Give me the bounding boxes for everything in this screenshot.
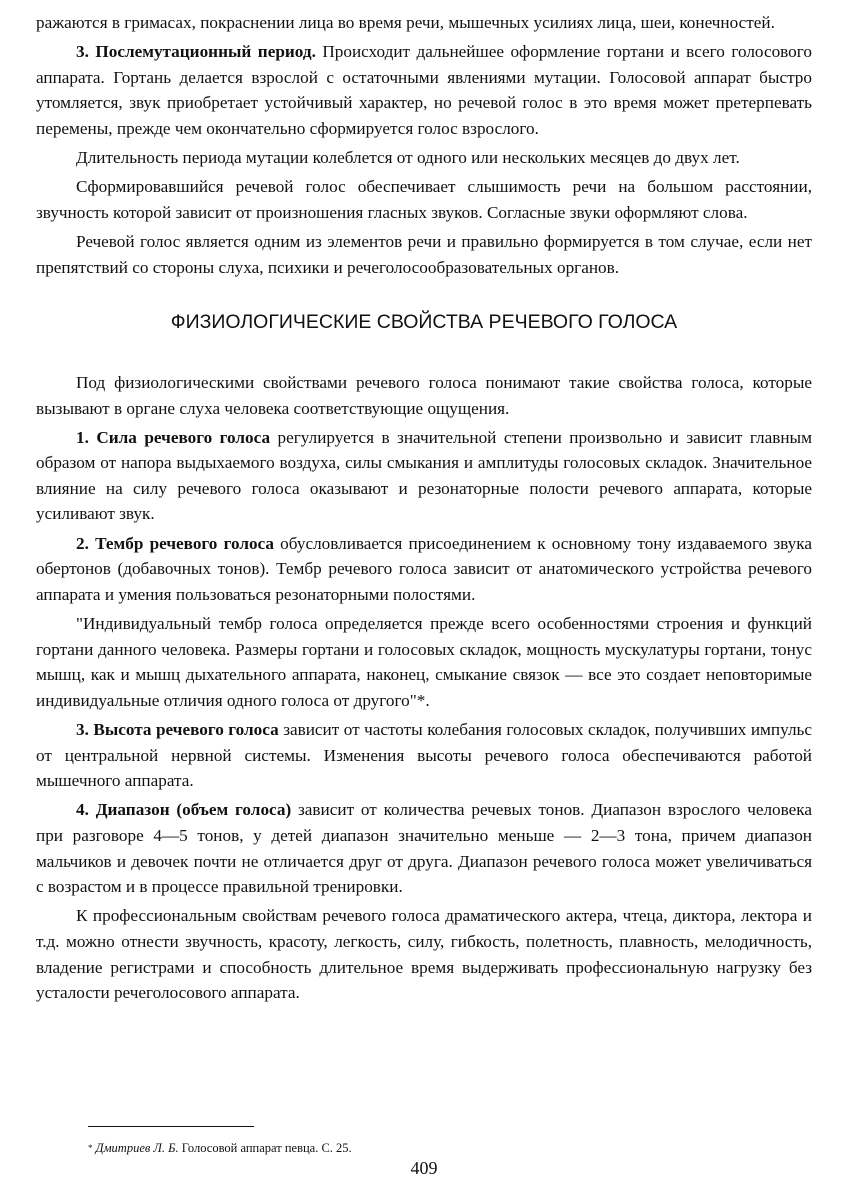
- paragraph-voice-pitch: [36, 717, 812, 794]
- body-text: [36, 10, 812, 1009]
- paragraph-text: ражаются в гримасах, покраснении лица во время речи, мышечных усилиях лица, шеи, конечностей.: [36, 13, 775, 32]
- page-number: 409: [410, 1158, 438, 1178]
- paragraph-continuation: [36, 10, 812, 36]
- paragraph-text: обусловливается присоединением к основному тону издаваемого звука обертонов (добавочных тонов). Тембр речевого голоса зависит от анатомического устройства речевого аппарата и умения пользоваться резонаторными полостями.: [36, 533, 812, 604]
- paragraph-text: регулируется в значительной степени произвольно и зависит главным образом от напора выдыхаемого воздуха, силы смыкания и амплитуды голосовых складок. Значительное влияние на силу речевого голоса оказывают и резонаторные полости речевого аппарата, которые усиливают звук.: [36, 427, 812, 524]
- paragraph-text: Длительность периода мутации колеблется от одного или нескольких месяцев до двух лет.: [76, 148, 740, 168]
- paragraph-text: "Индивидуальный тембр голоса определяется прежде всего особенностями строения и функций гортани данного человека. Размеры гортани и голосовых складок, мощность мускулатуры гортани, тонус мышц, как и мышц дыхательного аппарата, наконец, смыкание связок — все это создает неповторимые индивидуальные отличия одного голоса от другого"*.: [36, 614, 812, 710]
- paragraph-quote: [36, 611, 812, 713]
- section-heading: ФИЗИОЛОГИЧЕСКИЕ СВОЙСТВА РЕЧЕВОГО ГОЛОСА: [170, 311, 678, 334]
- paragraph-text: зависит от частоты колебания голосовых складок, получивших импульс от центральной нервной системы. Изменения высоты речевого голоса обеспечиваются работой мышечного аппарата.: [36, 720, 812, 791]
- paragraph-lead: 4. Диапазон (объем голоса): [76, 800, 292, 820]
- paragraph-voice-strength: [36, 425, 812, 527]
- paragraph-text: Под физиологическими свойствами речевого голоса понимают такие свойства голоса, которые вызывают в органе слуха человека соответствующие ощущения.: [36, 372, 812, 418]
- paragraph-mutation-duration: [36, 145, 812, 171]
- paragraph-text: К профессиональным свойствам речевого голоса драматического актера, чтеца, диктора, лектора и т.д. можно отнести звучность, красоту, легкость, силу, гибкость, полетность, плавность, мелодичность, владение регистрами и способность длительное время выдерживать профессиональную нагрузку без усталости речеголосового аппарата.: [36, 906, 812, 1003]
- paragraph-lead: 2. Тембр речевого голоса: [76, 533, 274, 553]
- paragraph-text: зависит от количества речевых тонов. Диапазон взрослого человека при разговоре 4—5 тонов, у детей диапазон значительно меньше — 2—3 тона, причем диапазон мальчиков и девочек почти не отличается друг от друга. Диапазон речевого голоса может увеличиваться с возрастом и в процессе правильной тренировки.: [36, 800, 812, 897]
- paragraph-intro: [36, 370, 812, 421]
- paragraph-voice-element: [36, 229, 812, 280]
- footnote-author: Дмитриев Л. Б.: [95, 1141, 179, 1155]
- paragraph-formed-voice: [36, 174, 812, 225]
- paragraph-postmutation-period: [36, 39, 812, 141]
- paragraph-lead: 1. Сила речевого голоса: [76, 427, 271, 447]
- paragraph-text: Речевой голос является одним из элементов речи и правильно формируется в том случае, если нет препятствий со стороны слуха, психики и речеголосообразовательных органов.: [36, 232, 812, 277]
- footnote-marker: *: [88, 1143, 93, 1153]
- paragraph-voice-timbre: [36, 531, 812, 608]
- paragraph-text: Сформировавшийся речевой голос обеспечивает слышимость речи на большом расстоянии, звучность которой зависит от произношения гласных звуков. Согласные звуки оформляют слова.: [36, 177, 812, 222]
- paragraph-text: Происходит дальнейшее оформление гортани и всего голосового аппарата. Гортань делается взрослой с остаточными явлениями мутации. Голосовой аппарат быстро утомляется, звук приобретает устойчивый характер, но речевой голос в это время может претерпевать перемены, прежде чем окончательно сформируется голос взрослого.: [36, 42, 812, 138]
- paragraph-lead: 3. Высота речевого голоса: [76, 720, 279, 739]
- paragraph-lead: 3. Послемутационный период.: [76, 42, 316, 62]
- footnote: [88, 1140, 352, 1156]
- footnote-divider: [88, 1126, 254, 1127]
- paragraph-professional-properties: [36, 903, 812, 1005]
- paragraph-voice-range: [36, 797, 812, 899]
- footnote-text: Голосовой аппарат певца. С. 25.: [178, 1141, 352, 1155]
